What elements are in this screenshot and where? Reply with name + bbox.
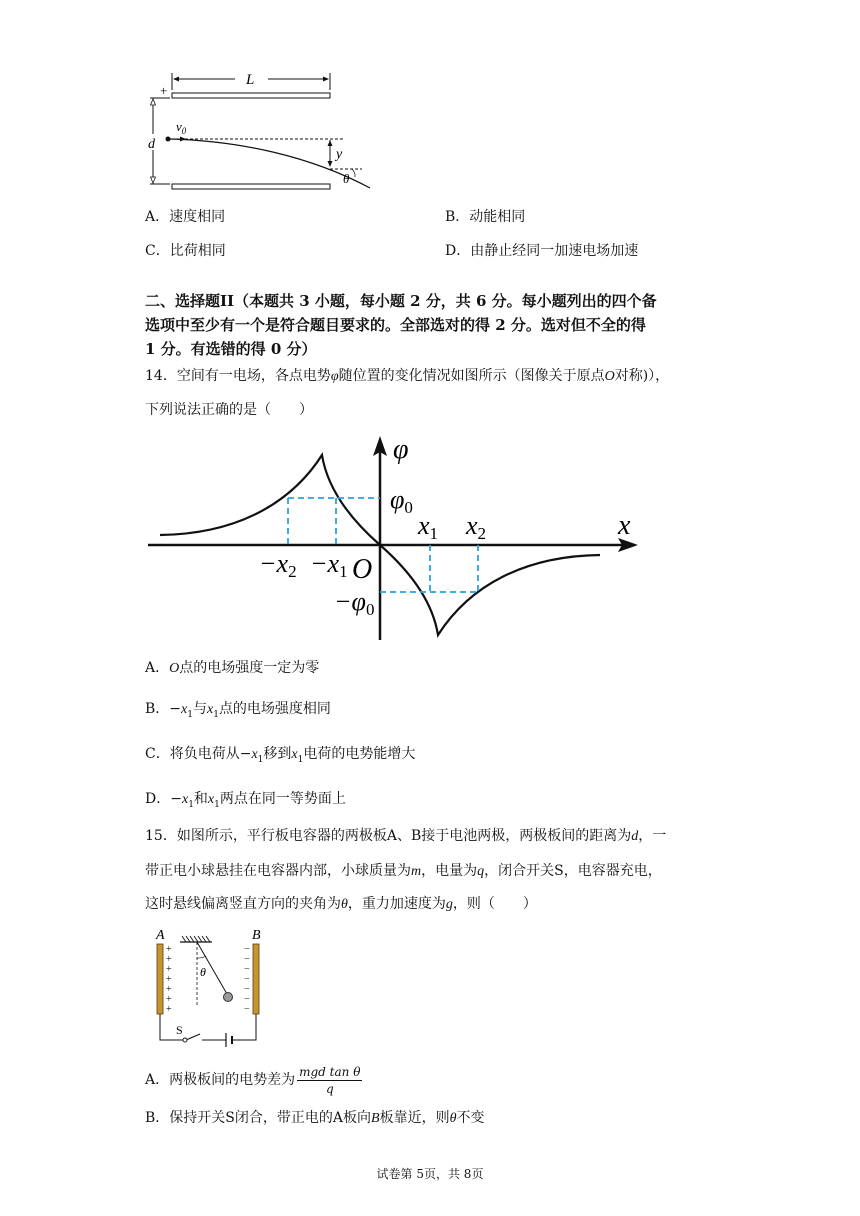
plate-b [253,944,259,1014]
svg-text:+: + [166,984,172,995]
fraction-expression: $\frac{\text{mgd tan θ}}{q}$ [299,1064,361,1096]
svg-text:+: + [166,1004,172,1015]
angle-label-theta: θ [343,171,350,186]
section-heading-line2: 选项中至少有一个是符合题目要求的。全部选对的得 2 分。选对但不全的得 [145,316,646,334]
q14-option-b: B．$-x_1$与$x_1$点的电场强度相同 [145,701,331,720]
charged-ball [224,993,233,1002]
q13-option-a: A．速度相同 [145,209,226,225]
q13-option-c: C．比荷相同 [145,243,226,259]
svg-text:−: − [244,964,250,975]
svg-text:−: − [244,954,250,965]
section-heading-line3: 1 分。有选错的得 0 分） [145,340,317,358]
capacitor-circuit [140,922,280,1050]
plate-a [157,944,163,1014]
velocity-label: $v_0$ [176,119,187,136]
neg-x1-label: −x1 [310,549,348,581]
q15-option-b: B．保持开关S闭合，带正电的A板向B板靠近，则θ不变 [145,1110,485,1126]
svg-text:+: + [166,954,172,965]
plus-sign: + [160,83,168,98]
neg-x2-label: −x2 [259,549,297,581]
phi0-label: φ0 [390,485,413,517]
svg-text:+: + [166,964,172,975]
x2-label: x2 [466,511,487,543]
curve-left [160,455,380,545]
svg-text:−: − [244,944,250,955]
page-footer: 试卷第 5页，共 8页 [376,1167,484,1181]
length-label-L: L [246,72,255,88]
q15-stem-line3: 这时悬线偏离竖直方向的夹角为θ，重力加速度为g，则（ ） [145,896,537,912]
q15-stem-line1: 15．如图所示，平行板电容器的两极板A、B接于电池两极，两极板间的距离为d，一 [145,828,667,844]
switch-label-s: S [176,1023,183,1037]
svg-text:+: + [166,944,172,955]
q14-option-c: C．将负电荷从$-x_1$移到$x_1$电荷的电势能增大 [145,746,416,765]
svg-text:−: − [244,994,250,1005]
distance-label-d: d [148,137,155,152]
plate-label-a: A [156,928,165,943]
bottom-plate [172,184,330,189]
x-axis-label: x [618,510,631,541]
neg-phi0-label: −φ0 [334,587,375,619]
phi-axis-label: φ [393,434,409,465]
svg-text:−: − [244,984,250,995]
plate-label-b: B [252,928,261,943]
q13-option-b: B．动能相同 [445,209,526,225]
section-heading-line1: 二、选择题II（本题共 3 小题，每小题 2 分，共 6 分。每小题列出的四个备 [145,292,657,310]
q15-stem-line2: 带正电小球悬挂在电容器内部，小球质量为m，电量为q，闭合开关S，电容器充电， [145,863,662,879]
svg-text:+: + [166,994,172,1005]
q14-option-a: A．O点的电场强度一定为零 [145,660,320,676]
q13-option-d: D．由静止经同一加速电场加速 [445,243,639,259]
x1-label: x1 [418,511,439,543]
q15-option-a: A．两极板间的电势差为 $\frac{\text{mgd tan θ}}{q}$ [145,1064,361,1096]
curve-right [380,545,600,635]
svg-text:−: − [244,974,250,985]
svg-text:−: − [244,1004,250,1015]
q14-stem-line1: 14．空间有一电场，各点电势φ随位置的变化情况如图所示（图像关于原点O对称)）， [145,368,670,384]
angle-label-theta: θ [200,965,206,979]
deflection-label-y: y [336,147,343,162]
origin-label: O [352,554,373,585]
deflection-diagram [140,68,380,196]
top-plate [172,93,330,98]
q14-stem-line2: 下列说法正确的是（ ） [145,402,313,418]
svg-text:+: + [166,974,172,985]
potential-graph [140,430,650,645]
q14-option-d: D．$-x_1$和$x_1$两点在同一等势面上 [145,791,346,810]
